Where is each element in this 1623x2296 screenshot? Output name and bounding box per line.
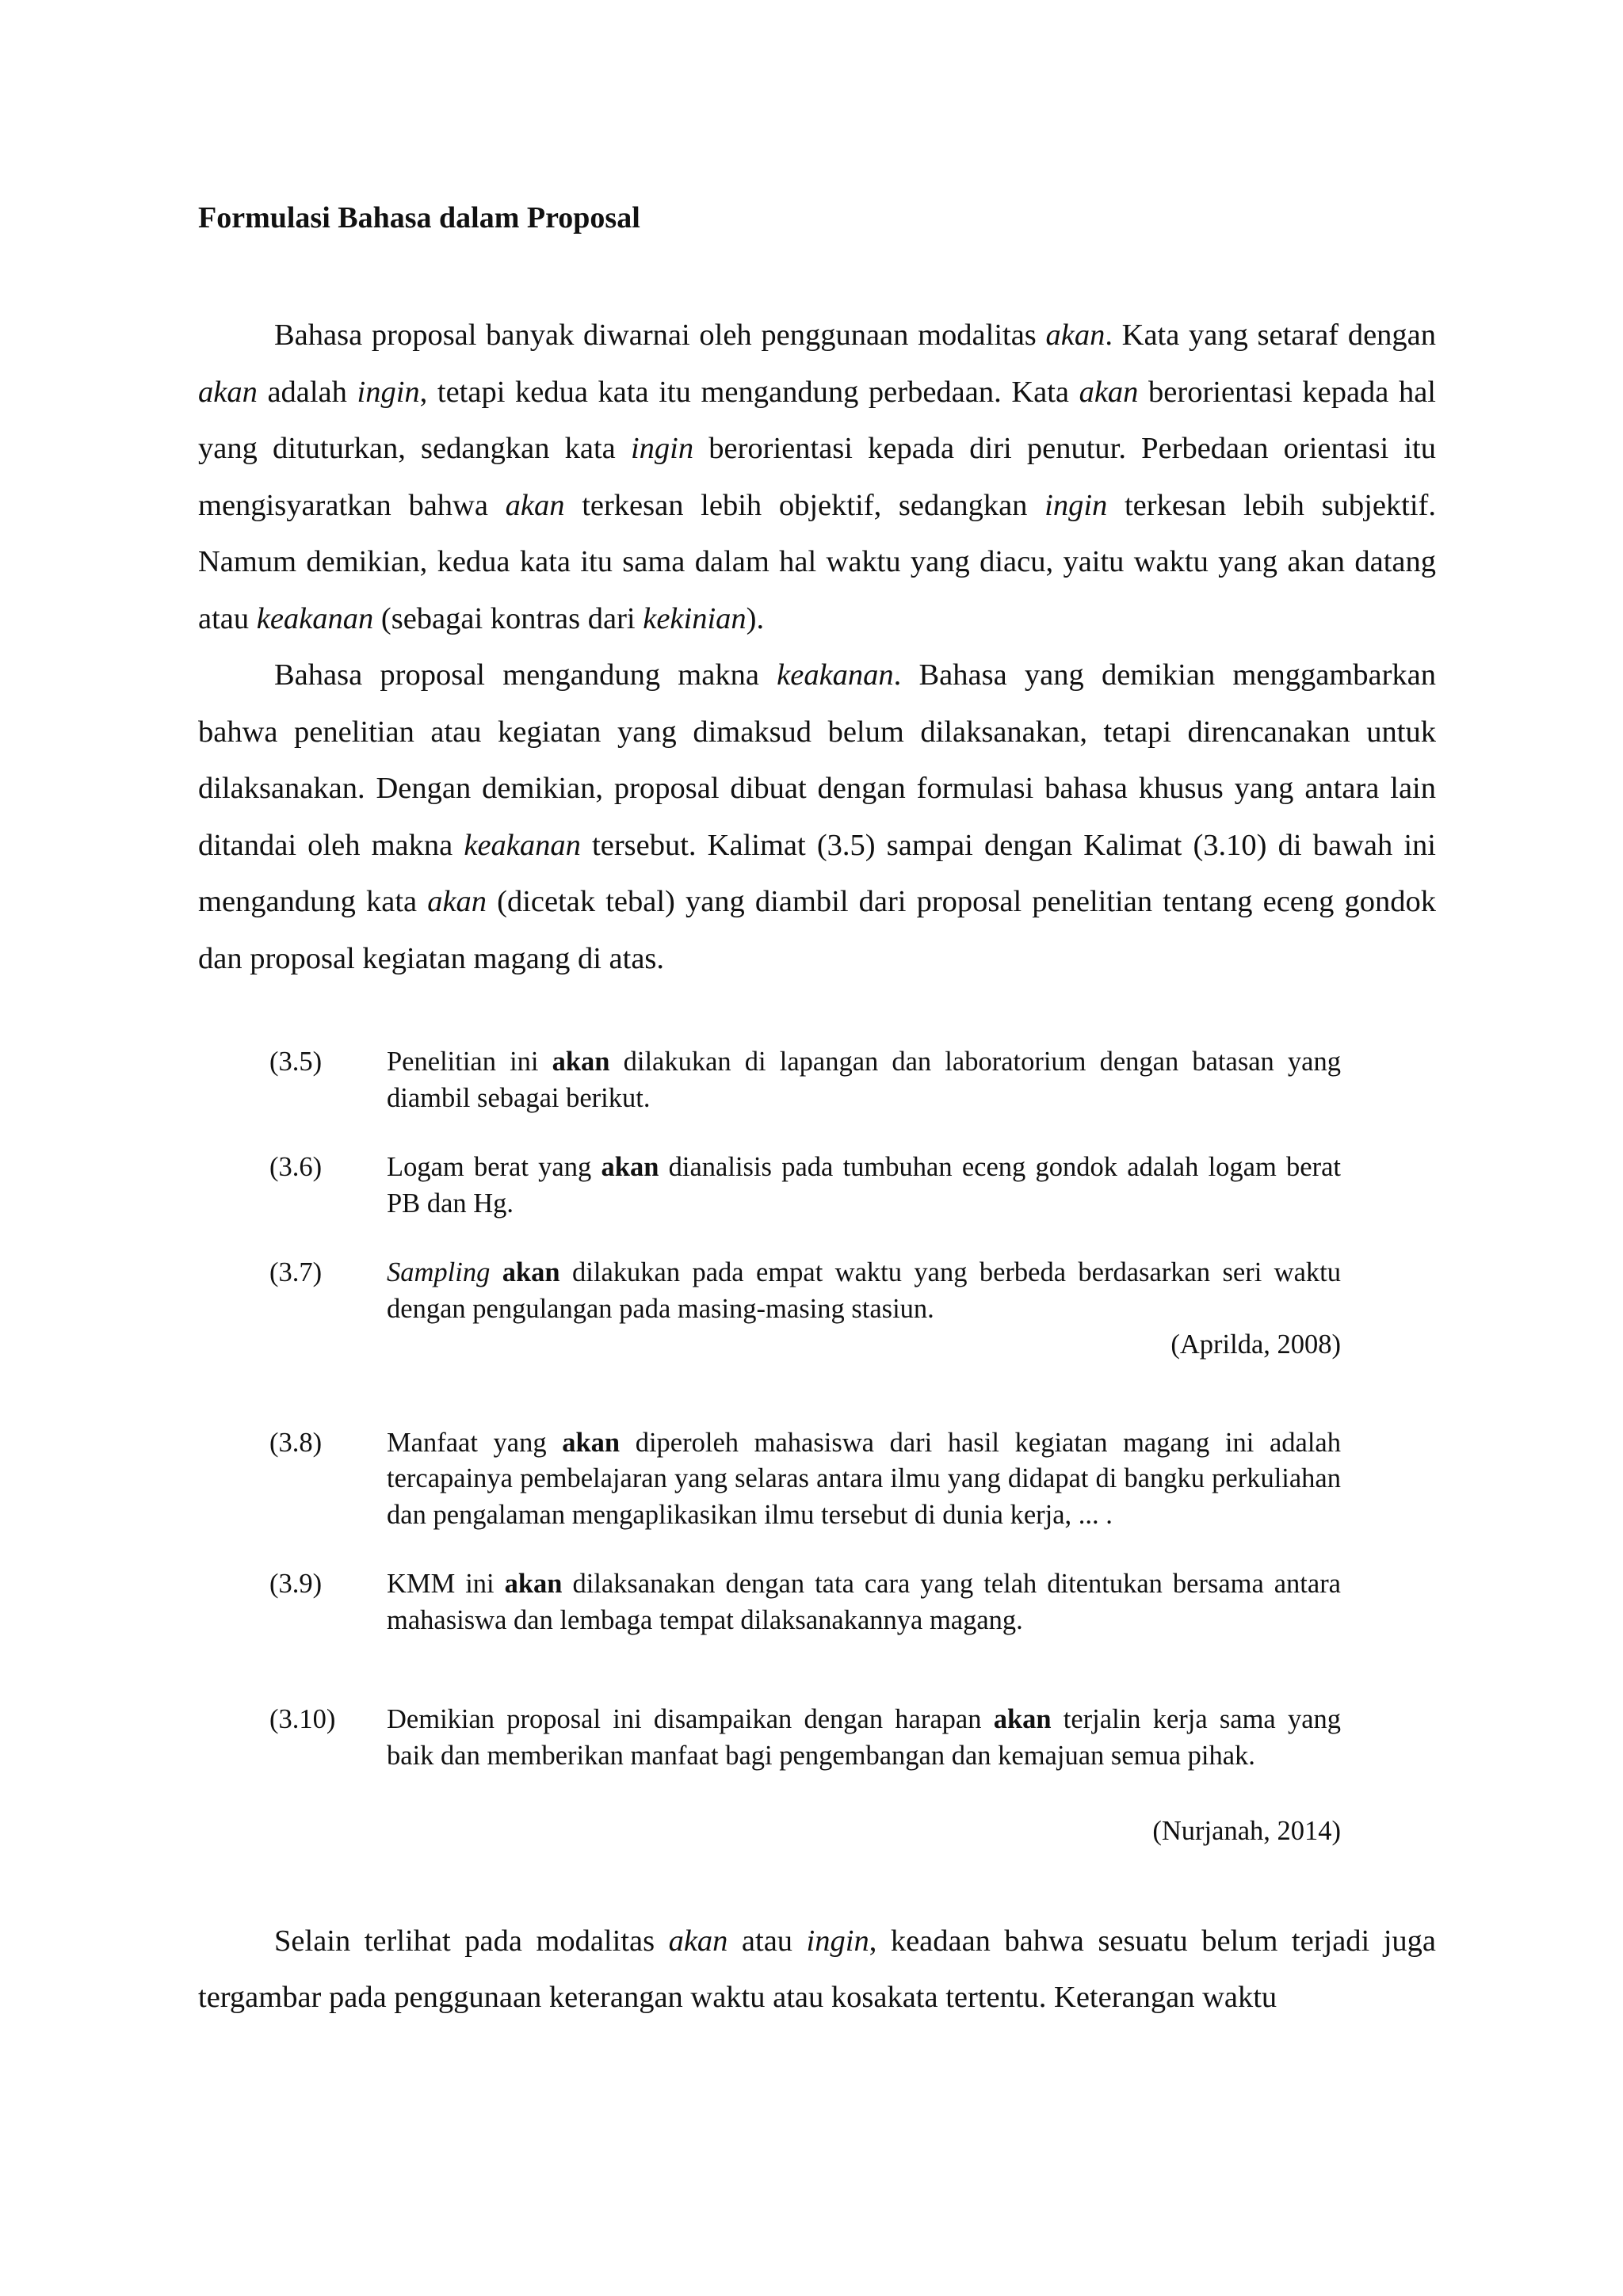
text-run: diperoleh mahasiswa dari hasil kegiatan magang ini adalah tercapainya pembelajaran yang selaras antara ilmu yang didapat di bangku perkuliahan dan pengalaman mengaplikasikan ilmu tersebut di dunia kerja, ... . (387, 1427, 1341, 1530)
example-number: (3.6) (269, 1152, 323, 1182)
citation-aprilda: (Aprilda, 2008) (1170, 1329, 1341, 1360)
text-run: dilakukan di lapangan dan laboratorium dengan batasan yang diambil sebagai berikut. (387, 1047, 1341, 1113)
text-run: , keadaan bahwa sesuatu belum terjadi juga tergambar pada penggunaan keterangan waktu atau kosakata tertentu. Keterangan waktu (198, 1924, 1437, 2014)
example-number: (3.10) (269, 1704, 336, 1734)
example-number: (3.5) (269, 1047, 323, 1077)
paragraph-2 (198, 647, 1436, 987)
text-run: Demikian proposal ini disampaikan dengan harapan (387, 1704, 994, 1734)
example-text (387, 1425, 1341, 1534)
italic-term: ingin (1044, 488, 1108, 522)
bold-term: akan (993, 1704, 1052, 1734)
text-run: ). (746, 601, 765, 635)
text-run: terkesan lebih subjektif. Namum demikian, kedua kata itu sama dalam hal waktu yang diacu, yaitu waktu yang akan datang atau (198, 488, 1436, 635)
example-text (387, 1566, 1341, 1638)
bold-term: akan (601, 1152, 659, 1182)
text-run: Selain terlihat pada modalitas (274, 1924, 669, 1958)
italic-term: ingin (630, 432, 694, 465)
text-run: terjalin kerja sama yang baik dan memberikan manfaat bagi pengembangan dan kemajuan semua pihak. (387, 1704, 1342, 1771)
text-run: Bahasa proposal mengandung makna (274, 658, 777, 692)
text-run: (dicetak tebal) yang diambil dari proposal penelitian tentang eceng gondok dan proposal kegiatan magang di atas. (198, 885, 1436, 975)
section-heading: Formulasi Bahasa dalam Proposal (198, 201, 640, 235)
text-run: dianalisis pada tumbuhan eceng gondok adalah logam berat PB dan Hg. (387, 1152, 1342, 1219)
example-3-7 (269, 1255, 1341, 1327)
text-run: adalah (257, 375, 357, 409)
example-group-2 (269, 1425, 1341, 1850)
example-3-9 (269, 1566, 1341, 1638)
example-group-1 (269, 1044, 1341, 1363)
italic-term: akan (427, 885, 487, 918)
text-run: . Kata yang setaraf dengan (1105, 318, 1436, 352)
text-run: berorientasi kepada diri penutur. Perbedaan orientasi itu mengisyaratkan bahwa (198, 432, 1436, 522)
text-run: . Bahasa yang demikian menggambarkan bahwa penelitian atau kegiatan yang dimaksud belum dilaksanakan, tetapi direncanakan untuk dilaksanakan. Dengan demikian, proposal dibuat dengan formulasi bahasa khusus yang antara lain ditandai oleh makna (198, 658, 1436, 862)
example-text (387, 1150, 1341, 1222)
example-number: (3.8) (269, 1427, 323, 1458)
italic-term: ingin (806, 1924, 869, 1958)
text-run: terkesan lebih objektif, sedangkan (564, 488, 1045, 522)
bold-term: akan (552, 1047, 610, 1077)
text-run: (sebagai kontras dari (373, 601, 643, 635)
citation-nurjanah: (Nurjanah, 2014) (1152, 1816, 1341, 1846)
text-run: dilakukan pada empat waktu yang berbeda berdasarkan seri waktu dengan pengulangan pada masing-masing stasiun. (387, 1257, 1341, 1324)
document-page (198, 190, 1436, 2027)
text-run: Manfaat yang (387, 1427, 563, 1458)
italic-term: Sampling (387, 1257, 491, 1287)
bold-term: akan (562, 1427, 621, 1458)
italic-term: akan (198, 375, 258, 409)
example-text (387, 1702, 1341, 1774)
text-run: Logam berat yang (387, 1152, 601, 1182)
italic-term: keakanan (777, 658, 894, 692)
italic-term: keakanan (464, 828, 581, 862)
text-run: , tetapi kedua kata itu mengandung perbedaan. Kata (419, 375, 1079, 409)
text-run: Bahasa proposal banyak diwarnai oleh penggunaan modalitas (274, 318, 1046, 352)
example-3-6 (269, 1150, 1341, 1222)
example-number: (3.7) (269, 1257, 323, 1287)
text-run: dilaksanakan dengan tata cara yang telah ditentukan bersama antara mahasiswa dan lembaga tempat dilaksanakannya magang. (387, 1569, 1341, 1635)
italic-term: akan (668, 1924, 728, 1958)
example-number: (3.9) (269, 1569, 323, 1599)
paragraph-3 (198, 1913, 1436, 2027)
example-3-5 (269, 1044, 1341, 1116)
example-text (387, 1255, 1341, 1327)
text-run: KMM ini (387, 1569, 505, 1599)
text-run: tersebut. Kalimat (3.5) sampai dengan Kalimat (3.10) di bawah ini mengandung kata (198, 828, 1436, 918)
text-run: atau (727, 1924, 807, 1958)
text-run: Penelitian ini (387, 1047, 552, 1077)
text-run (490, 1257, 502, 1287)
bold-term: akan (504, 1569, 563, 1599)
example-sentences (269, 1044, 1341, 1850)
italic-term: kekinian (643, 601, 747, 635)
example-text (387, 1044, 1341, 1116)
italic-term: keakanan (256, 601, 374, 635)
italic-term: akan (1045, 318, 1106, 352)
example-3-10 (269, 1702, 1341, 1774)
paragraph-1 (198, 307, 1436, 647)
bold-term: akan (502, 1257, 560, 1287)
text-run: berorientasi kepada hal yang dituturkan, sedangkan kata (198, 375, 1436, 465)
italic-term: ingin (357, 375, 420, 409)
italic-term: akan (505, 488, 565, 522)
example-3-8 (269, 1425, 1341, 1534)
italic-term: akan (1079, 375, 1139, 409)
